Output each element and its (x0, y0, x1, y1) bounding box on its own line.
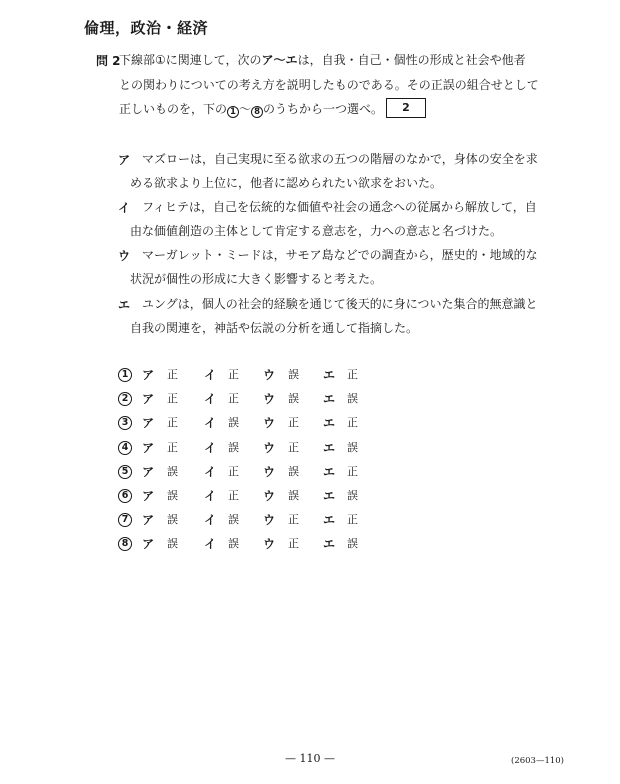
option-judgement: 正 (288, 416, 299, 429)
option-judgement: 正 (167, 441, 178, 454)
question-text: 正しいものを，下の (119, 102, 228, 116)
tilde: 〜 (239, 102, 252, 116)
option-judgement: 正 (228, 489, 239, 502)
option-judgement: 正 (347, 416, 358, 429)
option-number[interactable]: 2 (118, 392, 132, 406)
question-number: 問 2 (96, 54, 121, 68)
option-judgement: 正 (347, 465, 358, 478)
option-key-label: ア (142, 441, 155, 455)
statement-key-a: ア (118, 153, 131, 167)
option-judgement: 正 (167, 368, 178, 381)
option-judgement: 誤 (228, 537, 239, 550)
option-key-label: エ (323, 489, 336, 503)
option-judgement: 誤 (347, 441, 358, 454)
option-judgement: 誤 (347, 489, 358, 502)
statement-u-line-2: 状況が個性の形成に大きく影響すると考えた。 (130, 272, 383, 286)
option-judgement: 誤 (228, 513, 239, 526)
option-key-label: ウ (263, 392, 276, 406)
range-start-number: 1 (227, 106, 239, 118)
statement-i-line-2: 由な価値創造の主体として肯定する意志を，力への意志と名づけた。 (130, 224, 503, 238)
option-judgement: 誤 (288, 392, 299, 405)
option-judgement: 正 (288, 513, 299, 526)
answer-box[interactable]: 2 (386, 98, 426, 118)
option-judgement: 正 (347, 368, 358, 381)
page-header-title: 倫理，政治・経済 (84, 19, 209, 37)
option-key-label: ア (142, 489, 155, 503)
option-key-label: ウ (263, 489, 276, 503)
statement-key-e: エ (118, 298, 131, 312)
option-judgement: 正 (228, 368, 239, 381)
statement-key-i: イ (118, 201, 131, 215)
option-key-label: ア (142, 513, 155, 527)
option-judgement: 正 (228, 392, 239, 405)
exam-code: (2603—110) (511, 756, 564, 766)
option-key-label: イ (204, 513, 217, 527)
option-key-label: イ (204, 392, 217, 406)
option-number[interactable]: 7 (118, 513, 132, 527)
option-key-label: ア (142, 392, 155, 406)
option-key-label: ア (142, 537, 155, 551)
question-text: は，自我・自己・個性の形成と社会や他者 (297, 53, 526, 67)
option-judgement: 誤 (228, 441, 239, 454)
option-judgement: 誤 (288, 465, 299, 478)
option-key-label: ア (142, 416, 155, 430)
option-number[interactable]: 3 (118, 416, 132, 430)
option-judgement: 正 (347, 513, 358, 526)
statement-a-line-1: マズローは，自己実現に至る欲求の五つの階層のなかで，身体の安全を求 (142, 152, 538, 166)
question-line-3 (119, 101, 383, 118)
option-number[interactable]: 6 (118, 489, 132, 503)
underline-ref-mark: ① (155, 53, 166, 67)
option-judgement: 誤 (167, 537, 178, 550)
question-text: のうちから一つ選べ。 (263, 102, 384, 116)
statement-e-line-1: ユングは，個人の社会的経験を通じて後天的に身についた集合的無意識と (142, 297, 538, 311)
option-key-label: ア (142, 465, 155, 479)
option-key-label: ウ (263, 537, 276, 551)
option-key-label: エ (323, 441, 336, 455)
option-judgement: 誤 (347, 537, 358, 550)
option-key-label: エ (323, 513, 336, 527)
option-key-label: ウ (263, 416, 276, 430)
statement-e-line-2: 自我の関連を，神話や伝説の分析を通して指摘した。 (130, 321, 419, 335)
option-key-label: イ (204, 465, 217, 479)
statement-a-line-2: める欲求より上位に，他者に認められたい欲求をおいた。 (130, 176, 443, 190)
option-number[interactable]: 4 (118, 441, 132, 455)
option-judgement: 正 (167, 416, 178, 429)
option-key-label: ウ (263, 368, 276, 382)
option-key-label: エ (323, 392, 336, 406)
option-key-label: イ (204, 537, 217, 551)
option-judgement: 誤 (347, 392, 358, 405)
option-judgement: 誤 (228, 416, 239, 429)
statement-key-u: ウ (118, 249, 131, 263)
question-text: に関連して，次の (165, 53, 262, 67)
statement-u-line-1: マーガレット・ミードは，サモア島などでの調査から，歴史的・地域的な (142, 248, 538, 262)
question-line-2: との関わりについての考え方を説明したものである。その正誤の組合せとして (119, 78, 539, 92)
option-judgement: 誤 (167, 465, 178, 478)
option-judgement: 正 (288, 441, 299, 454)
option-judgement: 正 (228, 465, 239, 478)
question-text: 下線部 (119, 53, 156, 67)
option-key-label: ウ (263, 465, 276, 479)
option-key-label: エ (323, 368, 336, 382)
option-key-label: エ (323, 416, 336, 430)
option-key-label: イ (204, 441, 217, 455)
option-judgement: 誤 (167, 513, 178, 526)
option-key-label: ウ (263, 441, 276, 455)
option-judgement: 誤 (288, 489, 299, 502)
page-number: — 110 — (285, 752, 335, 765)
statement-keys: ア〜エ (261, 53, 298, 67)
option-number[interactable]: 5 (118, 465, 132, 479)
option-judgement: 正 (288, 537, 299, 550)
option-key-label: エ (323, 537, 336, 551)
option-number[interactable]: 1 (118, 368, 132, 382)
option-number[interactable]: 8 (118, 537, 132, 551)
option-key-label: ア (142, 368, 155, 382)
statement-i-line-1: フィヒテは，自己を伝統的な価値や社会の通念への従属から解放して，自 (142, 200, 537, 214)
range-end-number: 8 (251, 106, 263, 118)
option-key-label: イ (204, 368, 217, 382)
question-line-1 (119, 52, 526, 68)
option-judgement: 誤 (167, 489, 178, 502)
option-key-label: エ (323, 465, 336, 479)
option-key-label: イ (204, 489, 217, 503)
option-key-label: イ (204, 416, 217, 430)
option-judgement: 誤 (288, 368, 299, 381)
option-key-label: ウ (263, 513, 276, 527)
option-judgement: 正 (167, 392, 178, 405)
